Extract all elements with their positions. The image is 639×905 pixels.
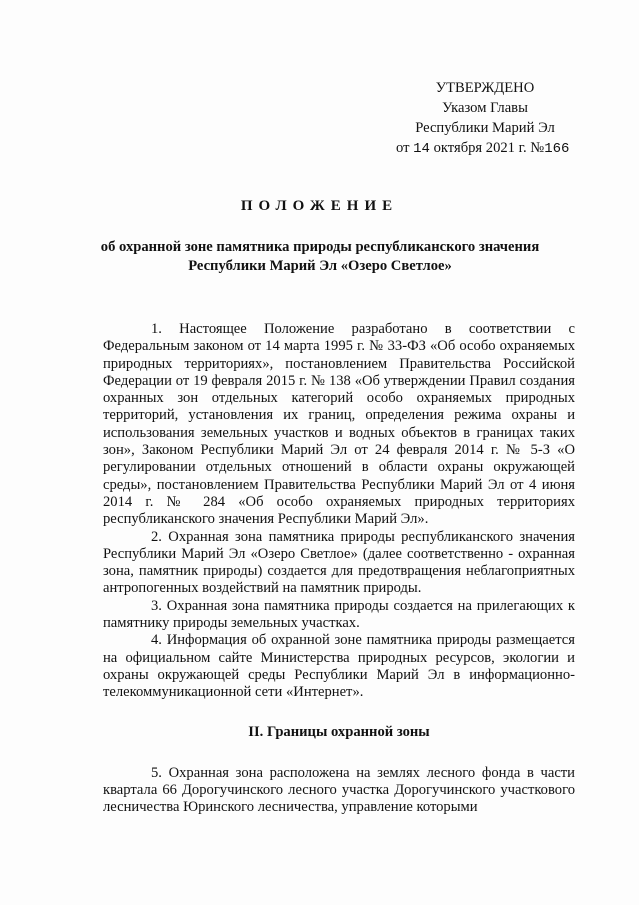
approval-heading: УТВЕРЖДЕНО — [435, 80, 535, 96]
document-body — [103, 321, 575, 817]
paragraph-4: 4. Информация об охранной зоне памятника природы размещается на официальном сайте Министерства природных ресурсов, экологии и охраны окружающей среды Республики Марий Эл в информационно-телекоммуникационной сети «Интернет». — [103, 632, 575, 701]
approval-authority: Указом Главы — [442, 100, 528, 116]
document-subtitle: об охранной зоне памятника природы республиканского значения Республики Марий Эл «Озеро Светлое» — [100, 239, 540, 274]
approval-region: Республики Марий Эл — [415, 120, 555, 136]
approval-month-year: октября 2021 г. № — [433, 140, 545, 156]
section-heading-2: II. Границы охранной зоны — [248, 723, 430, 740]
approval-number: 166 — [544, 141, 570, 157]
paragraph-3: 3. Охранная зона памятника природы создается на прилегающих к памятнику природы земельных участках. — [103, 597, 575, 632]
paragraph-5: 5. Охранная зона расположена на землях лесного фонда в части квартала 66 Дорогучинского лесного участка Дорогучинского участкового лесничества Юринского лесничества, управление которыми — [103, 764, 575, 816]
approval-day: 14 — [413, 141, 430, 157]
paragraph-1: 1. Настоящее Положение разработано в соответствии с Федеральным законом от 14 марта 1995 г. № 33-ФЗ «Об особо охраняемых природных территориях», постановлением Правительства Российской Федерации от 19 февраля 2015 г. № 138 «Об утверждении Правил создания охранных зон отдельных категорий особо охраняемых природных территорий, установления их границ, определения режима охраны и использования земельных участков и водных объектов в границах таких зон», Законом Республики Марий Эл от 24 февраля 2014 г. № 5-З «О регулировании отдельных отношений в области охраны окружающей среды», постановлением Правительства Республики Марий Эл от 4 июня 2014 г. № 284 «Об особо охраняемых природных территориях республиканского значения Республики Марий Эл». — [103, 321, 575, 528]
approval-date-line — [380, 138, 590, 159]
approval-stamp — [380, 78, 590, 159]
paragraph-2: 2. Охранная зона памятника природы республиканского значения Республики Марий Эл «Озеро Светлое» (далее соответственно - охранная зона, памятник природы) создается для предотвращения неблагоприятных антропогенных воздействий на памятник природы. — [103, 528, 575, 597]
document-title: ПОЛОЖЕНИЕ — [240, 198, 399, 214]
approval-date-prefix: от — [396, 140, 410, 156]
